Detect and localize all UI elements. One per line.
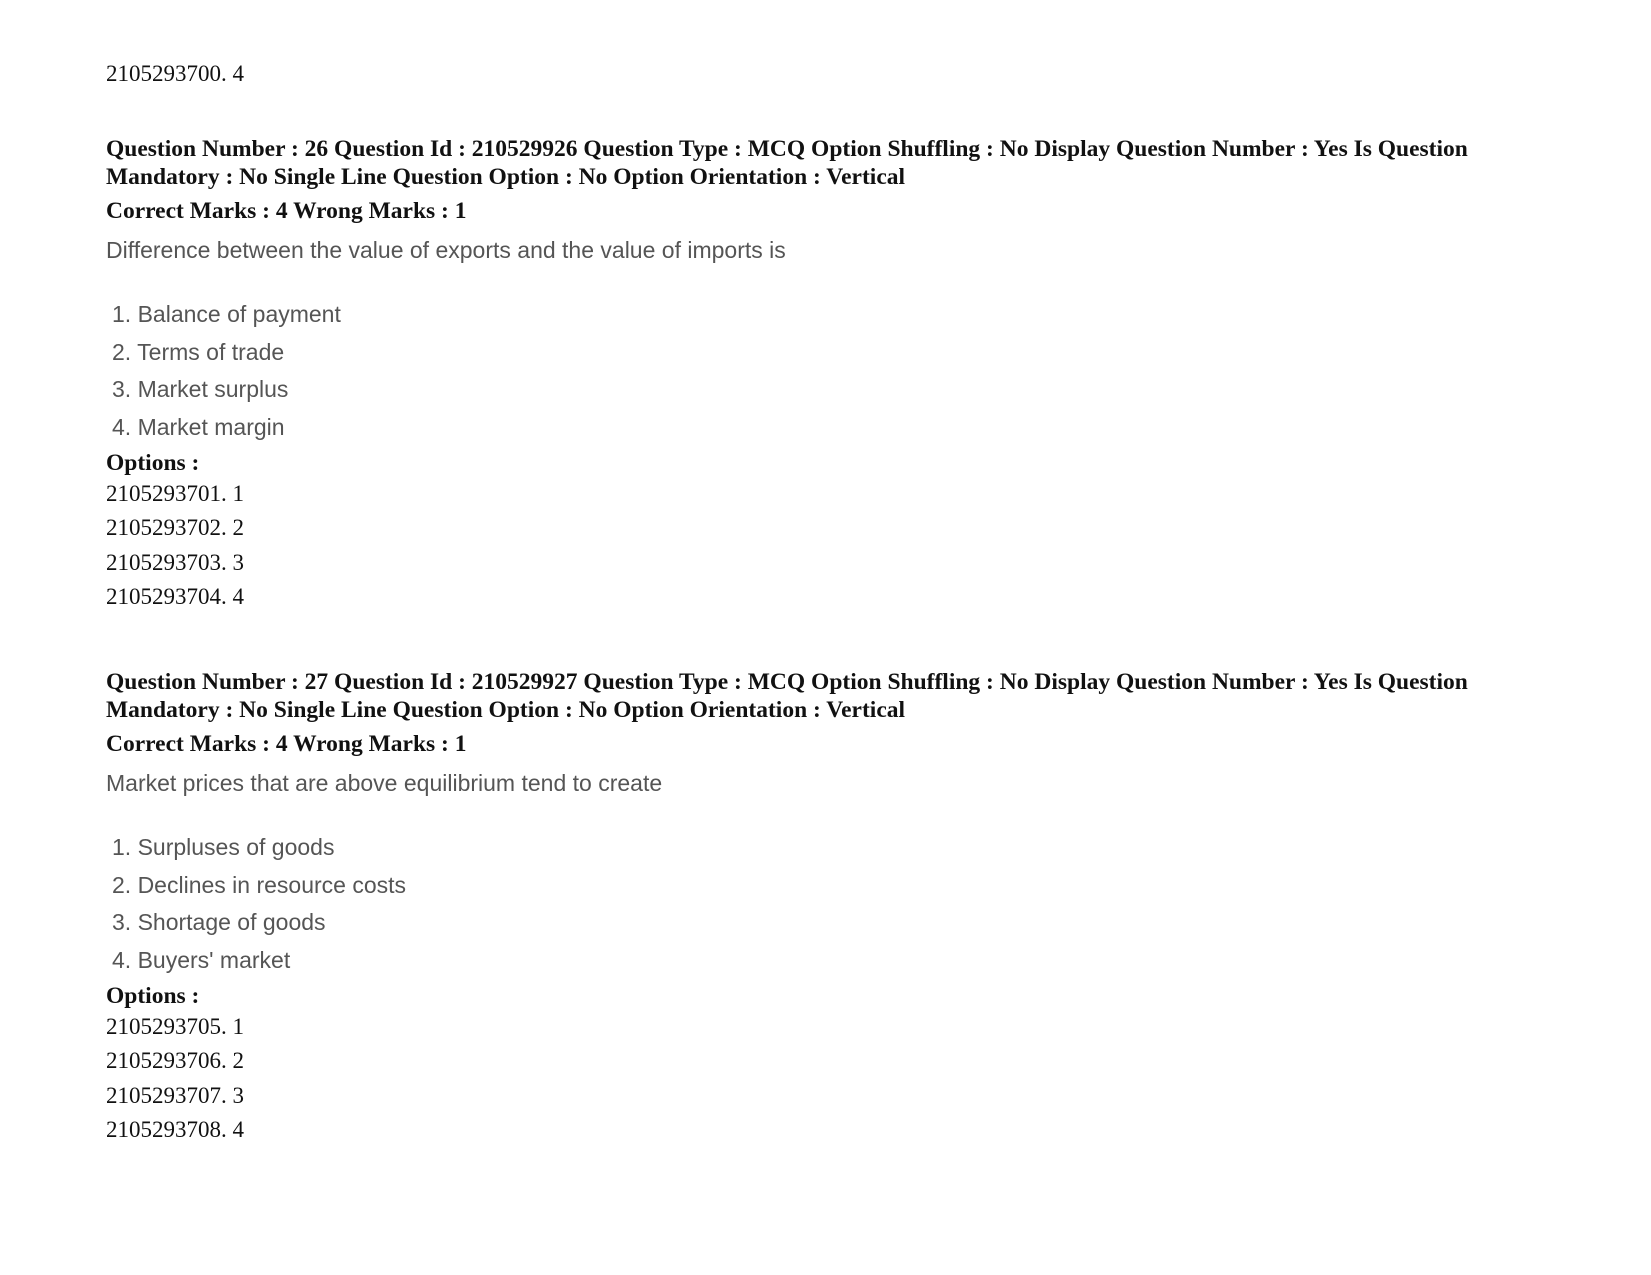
question-choice: 4. Market margin — [112, 414, 285, 441]
question-marks: Correct Marks : 4 Wrong Marks : 1 — [106, 198, 467, 224]
options-label: Options : — [106, 449, 200, 476]
question-block-26 — [106, 135, 1576, 615]
question-stem: Market prices that are above equilibrium tend to create — [106, 770, 663, 796]
question-choice: 2. Declines in resource costs — [112, 871, 407, 898]
question-meta: Question Number : 26 Question Id : 210529926 Question Type : MCQ Option Shuffling : No Display Question Number : Yes Is Question Mandatory : No Single Line Question Option : No Option Orientation : Vertical — [106, 136, 1468, 190]
question-meta: Question Number : 27 Question Id : 210529927 Question Type : MCQ Option Shuffling : No Display Question Number : Yes Is Question Mandatory : No Single Line Question Option : No Option Orientation : Vertical — [106, 669, 1468, 723]
question-choice: 3. Shortage of goods — [112, 909, 326, 936]
option-id-row: 2105293708. 4 — [106, 1117, 244, 1143]
question-marks: Correct Marks : 4 Wrong Marks : 1 — [106, 731, 467, 757]
option-id-row: 2105293705. 1 — [106, 1013, 244, 1039]
option-id-row: 2105293703. 3 — [106, 549, 244, 575]
option-id-row: 2105293702. 2 — [106, 515, 244, 541]
question-choice: 2. Terms of trade — [112, 338, 285, 365]
option-id-row: 2105293706. 2 — [106, 1048, 244, 1074]
question-block-27 — [106, 668, 1576, 1148]
question-choice: 4. Buyers' market — [112, 947, 291, 974]
options-label: Options : — [106, 982, 200, 1009]
question-choice: 1. Balance of payment — [112, 301, 341, 327]
option-id-row: 2105293707. 3 — [106, 1082, 244, 1108]
previous-option-line: 2105293700. 4 — [106, 61, 244, 86]
question-choice: 3. Market surplus — [112, 376, 289, 403]
question-image — [106, 768, 1576, 980]
option-id-row: 2105293704. 4 — [106, 584, 244, 610]
question-choice: 1. Surpluses of goods — [112, 834, 335, 860]
question-image — [106, 235, 1576, 447]
question-stem: Difference between the value of exports and the value of imports is — [106, 237, 786, 263]
option-id-row: 2105293701. 1 — [106, 480, 244, 506]
